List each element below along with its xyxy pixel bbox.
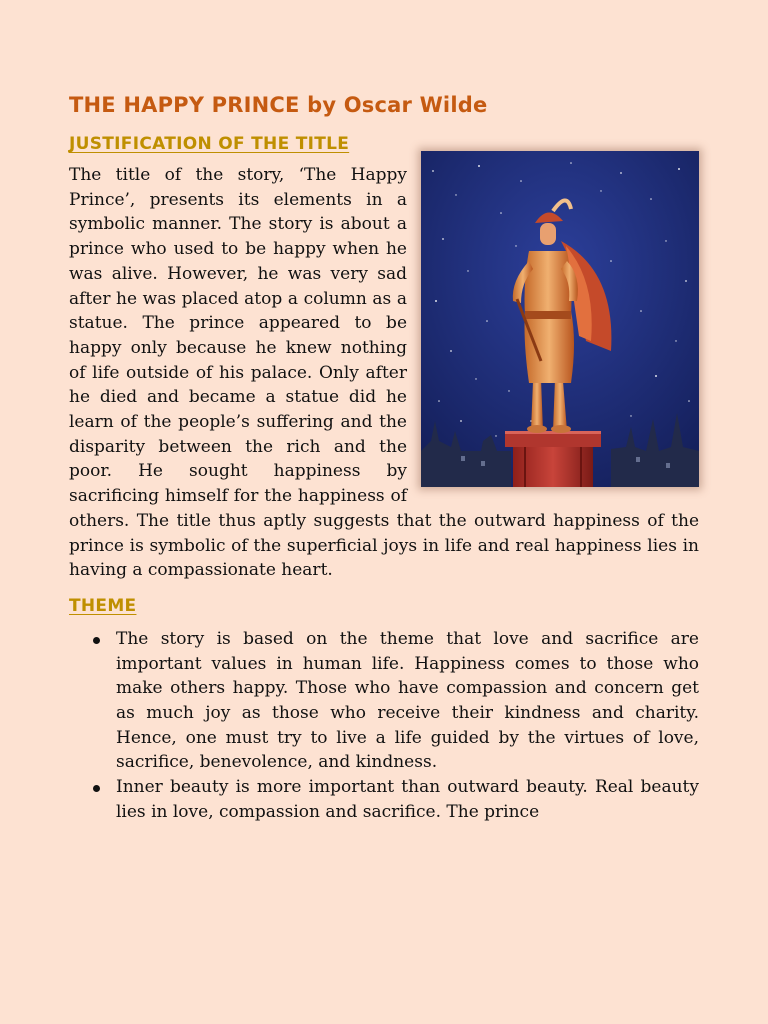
bullet-icon bbox=[93, 785, 100, 792]
list-item bbox=[116, 775, 699, 824]
list-item-text: Inner beauty is more important than outward beauty. Real beauty lies in love, compassion and sacrifice. The prince bbox=[116, 777, 699, 822]
section-heading-theme: THEME bbox=[69, 595, 137, 616]
happy-prince-statue-illustration bbox=[421, 151, 699, 487]
bullet-icon bbox=[93, 637, 100, 644]
section-heading-justification: JUSTIFICATION OF THE TITLE bbox=[69, 134, 350, 154]
list-item-text: The story is based on the theme that love and sacrifice are important values in human life. Happiness comes to those who make others happy. Those who have compassion and concern get as much joy as those who receive their kindness and charity. Hence, one must try to live a life guided by the virtues of love, sacrifice, benevolence, and kindness. bbox=[116, 628, 699, 773]
document-page bbox=[69, 88, 699, 825]
theme-bullet-list bbox=[69, 627, 699, 825]
document-title: THE HAPPY PRINCE by Oscar Wilde bbox=[69, 93, 488, 117]
justification-paragraph: The title of the story, ‘The Happy Prince’, presents its elements in a symbolic manner. The story is about a prince who used to be happy when he was alive. However, he was very sad after he was placed atop a column as a statue. The prince appeared to be happy only because he knew nothing of life outside of his palace. Only after he died and became a statue did he learn of the people’s suffering and the disparity between the rich and the poor. He sought happiness by sacrificing himself for the happiness of others. The title thus aptly suggests that the outward happiness of the prince is symbolic of the superficial joys in life and real happiness lies in having a compassionate heart. bbox=[69, 165, 699, 581]
list-item bbox=[116, 627, 699, 775]
